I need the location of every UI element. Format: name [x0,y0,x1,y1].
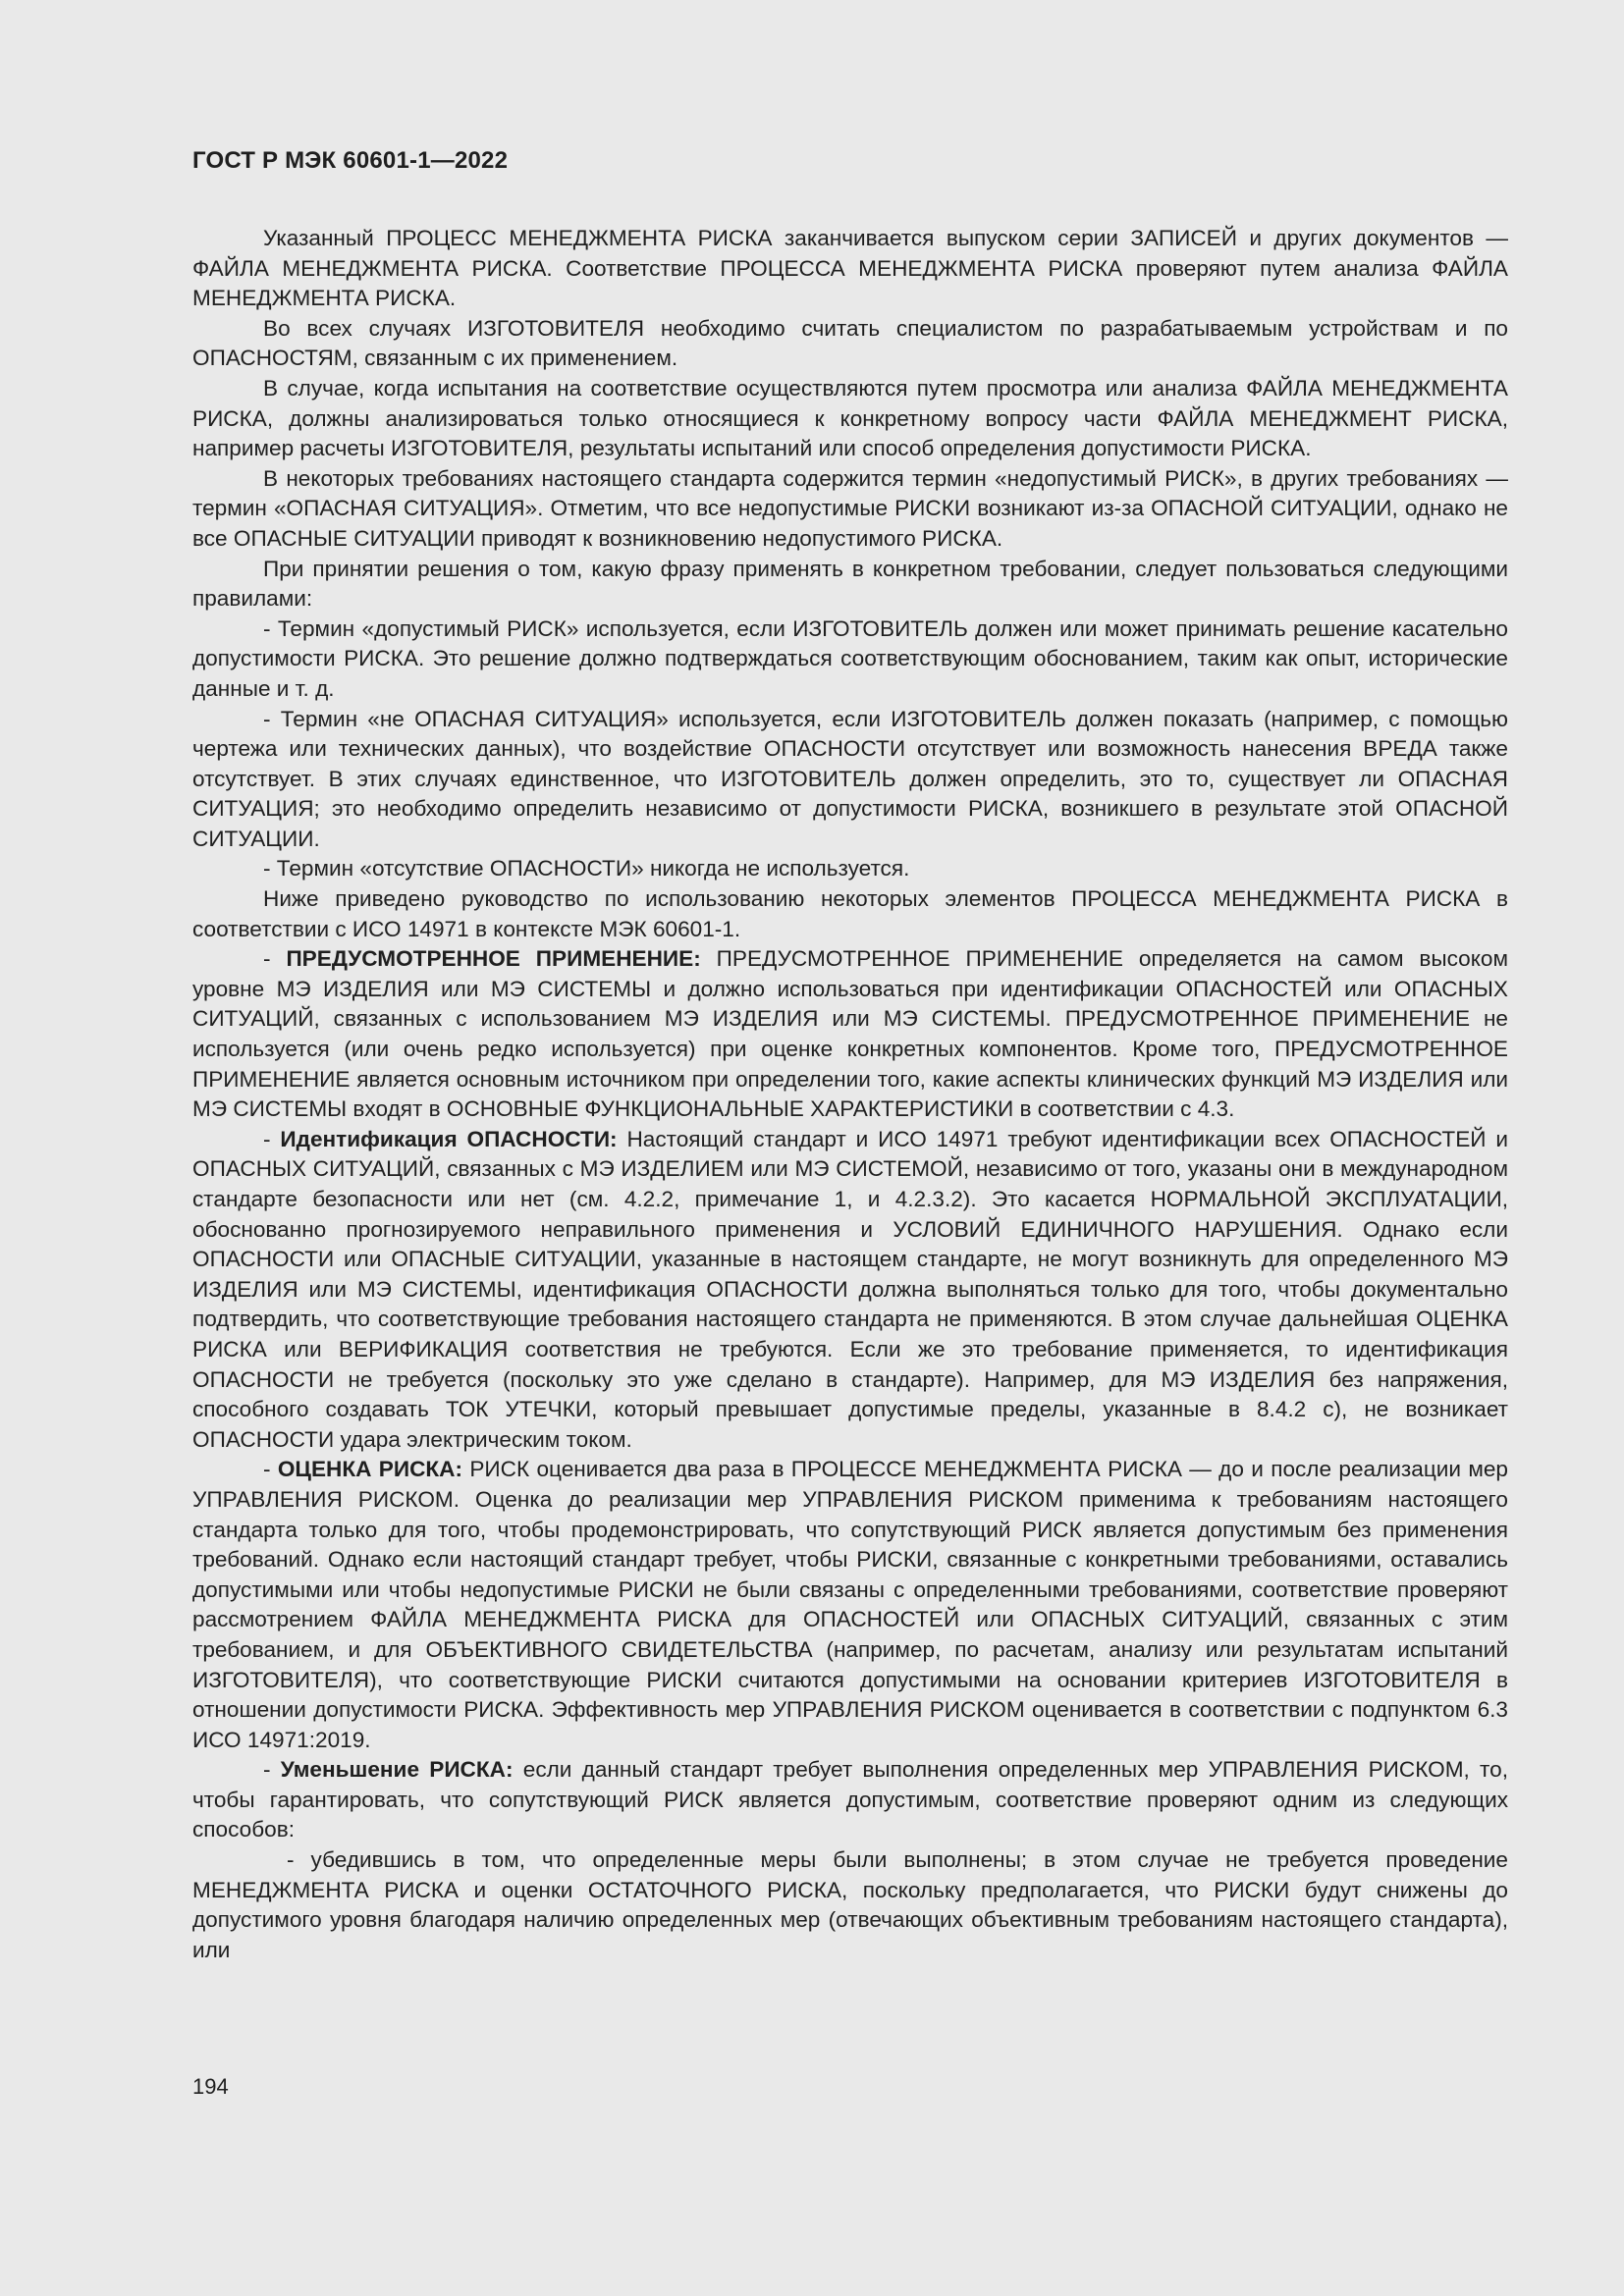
paragraph: При принятии решения о том, какую фразу применять в конкретном требовании, следует пользоваться следующими правилами: [192,556,1508,612]
paragraph: Ниже приведено руководство по использованию некоторых элементов ПРОЦЕССА МЕНЕДЖМЕНТА РИСКА в соответствии с ИСО 14971 в контексте МЭК 60601-1. [192,886,1508,941]
document-header: ГОСТ Р МЭК 60601-1—2022 [192,147,509,174]
sub-list-item: - убедившись в том, что определенные меры были выполнены; в этом случае не требуется проведение МЕНЕДЖМЕНТА РИСКА и оценки ОСТАТОЧНОГО РИСКА, поскольку предполагается, что РИСКИ будут снижены до допустимого уровня благодаря наличию определенных мер (отвечающих объективным требованиям настоящего стандарта), или [192,1847,1508,1962]
term-heading: Идентификация ОПАСНОСТИ: [280,1126,618,1151]
list-item-hazard-identification: - Идентификация ОПАСНОСТИ: Настоящий стандарт и ИСО 14971 требуют идентификации всех ОПАСНОСТЕЙ и ОПАСНЫХ СИТУАЦИЙ, связанных с МЭ ИЗДЕЛИЕМ или МЭ СИСТЕМОЙ, независимо от того, указаны они в международном стандарте безопасности или нет (см. 4.2.2, примечание 1, и 4.2.3.2). Это касается НОРМАЛЬНОЙ ЭКСПЛУАТАЦИИ, обоснованно прогнозируемого неправильного применения и УСЛОВИЙ ЕДИНИЧНОГО НАРУШЕНИЯ. Однако если ОПАСНОСТИ или ОПАСНЫЕ СИТУАЦИИ, указанные в настоящем стандарте, не могут возникнуть для определенного МЭ ИЗДЕЛИЯ или МЭ СИСТЕМЫ, идентификация ОПАСНОСТИ должна выполняться только для того, чтобы документально подтвердить, что соответствующие требования настоящего стандарта не применяются. В этом случае дальнейшая ОЦЕНКА РИСКА или ВЕРИФИКАЦИЯ соответствия не требуются. Если же это требование применяется, то идентификация ОПАСНОСТИ не требуется (поскольку это уже сделано в стандарте). Например, для МЭ ИЗДЕЛИЯ без напряжения, способного создавать ТОК УТЕЧКИ, который превышает допустимые пределы, указанные в 8.4.2 c), не возникает ОПАСНОСТИ удара электрическим током. [192,1126,1508,1452]
list-item: - Термин «допустимый РИСК» используется, если ИЗГОТОВИТЕЛЬ должен или может принимать решение касательно допустимости РИСКА. Это решение должно подтверждаться соответствующим обоснованием, таким как опыт, исторические данные и т. д. [192,615,1508,701]
page-number: 194 [192,2074,229,2099]
list-item-risk-estimation: - ОЦЕНКА РИСКА: РИСК оценивается два раза в ПРОЦЕССЕ МЕНЕДЖМЕНТА РИСКА — до и после реализации мер УПРАВЛЕНИЯ РИСКОМ. Оценка до реализации мер УПРАВЛЕНИЯ РИСКОМ применима к требованиям настоящего стандарта только для того, чтобы продемонстрировать, что сопутствующий РИСК является допустимым без применения требований. Однако если настоящий стандарт требует, чтобы РИСКИ, связанные с конкретными требованиями, оставались допустимыми или чтобы недопустимые РИСКИ не были связаны с определенными требованиями, соответствие проверяют рассмотрением ФАЙЛА МЕНЕДЖМЕНТА РИСКА для ОПАСНОСТЕЙ или ОПАСНЫХ СИТУАЦИЙ, связанных с этим требованием, и для ОБЪЕКТИВНОГО СВИДЕТЕЛЬСТВА (например, по расчетам, анализу или результатам испытаний ИЗГОТОВИТЕЛЯ), что соответствующие РИСКИ считаются допустимыми на основании критериев ИЗГОТОВИТЕЛЯ в отношении допустимости РИСКА. Эффективность мер УПРАВЛЕНИЯ РИСКОМ оценивается в соответствии с подпунктом 6.3 ИСО 14971:2019. [192,1457,1508,1752]
list-item-intended-use: - ПРЕДУСМОТРЕННОЕ ПРИМЕНЕНИЕ: ПРЕДУСМОТРЕННОЕ ПРИМЕНЕНИЕ определяется на самом высоком уровне МЭ ИЗДЕЛИЯ или МЭ СИСТЕМЫ и должно использоваться при идентификации ОПАСНОСТЕЙ или ОПАСНЫХ СИТУАЦИЙ, связанных с использованием МЭ ИЗДЕЛИЯ или МЭ СИСТЕМЫ. ПРЕДУСМОТРЕННОЕ ПРИМЕНЕНИЕ не используется (или очень редко используется) при оценке конкретных компонентов. Кроме того, ПРЕДУСМОТРЕННОЕ ПРИМЕНЕНИЕ является основным источником при определении того, какие аспекты клинических функций МЭ ИЗДЕЛИЯ или МЭ СИСТЕМЫ входят в ОСНОВНЫЕ ФУНКЦИОНАЛЬНЫЕ ХАРАКТЕРИСТИКИ в соответствии с 4.3. [192,946,1508,1122]
paragraph: В некоторых требованиях настоящего стандарта содержится термин «недопустимый РИСК», в других требованиях — термин «ОПАСНАЯ СИТУАЦИЯ». Отметим, что все недопустимые РИСКИ возникают из-за ОПАСНОЙ СИТУАЦИИ, однако не все ОПАСНЫЕ СИТУАЦИИ приводят к возникновению недопустимого РИСКА. [192,465,1508,551]
list-item: - Термин «отсутствие ОПАСНОСТИ» никогда не используется. [263,856,910,881]
term-heading: ПРЕДУСМОТРЕННОЕ ПРИМЕНЕНИЕ: [286,946,701,972]
list-item-risk-reduction: - Уменьшение РИСКА: если данный стандарт требует выполнения определенных мер УПРАВЛЕНИЯ РИСКОМ, то, чтобы гарантировать, что сопутствующий РИСК является допустимым, соответствие проверяют одним из следующих способов: [192,1757,1508,1842]
term-heading: Уменьшение РИСКА: [280,1757,514,1783]
paragraph: В случае, когда испытания на соответствие осуществляются путем просмотра или анализа ФАЙЛА МЕНЕДЖМЕНТА РИСКА, должны анализироваться только относящиеся к конкретному вопросу части ФАЙЛА МЕНЕДЖМЕНТ РИСКА, например расчеты ИЗГОТОВИТЕЛЯ, результаты испытаний или способ определения допустимости РИСКА. [192,375,1508,461]
list-item: - Термин «не ОПАСНАЯ СИТУАЦИЯ» используется, если ИЗГОТОВИТЕЛЬ должен показать (например, с помощью чертежа или технических данных), что воздействие ОПАСНОСТИ отсутствует или возможность нанесения ВРЕДА также отсутствует. В этих случаях единственное, что ИЗГОТОВИТЕЛЬ должен определить, это то, существует ли ОПАСНАЯ СИТУАЦИЯ; это необходимо определить независимо от допустимости РИСКА, возникшего в результате этой ОПАСНОЙ СИТУАЦИИ. [192,706,1508,851]
paragraph: Указанный ПРОЦЕСС МЕНЕДЖМЕНТА РИСКА заканчивается выпуском серии ЗАПИСЕЙ и других документов — ФАЙЛА МЕНЕДЖМЕНТА РИСКА. Соответствие ПРОЦЕССА МЕНЕДЖМЕНТА РИСКА проверяют путем анализа ФАЙЛА МЕНЕДЖМЕНТА РИСКА. [192,226,1508,311]
document-body [192,224,1508,1965]
paragraph: Во всех случаях ИЗГОТОВИТЕЛЯ необходимо считать специалистом по разрабатываемым устройствам и по ОПАСНОСТЯМ, связанным с их применением. [192,315,1508,371]
term-heading: ОЦЕНКА РИСКА: [277,1457,463,1482]
